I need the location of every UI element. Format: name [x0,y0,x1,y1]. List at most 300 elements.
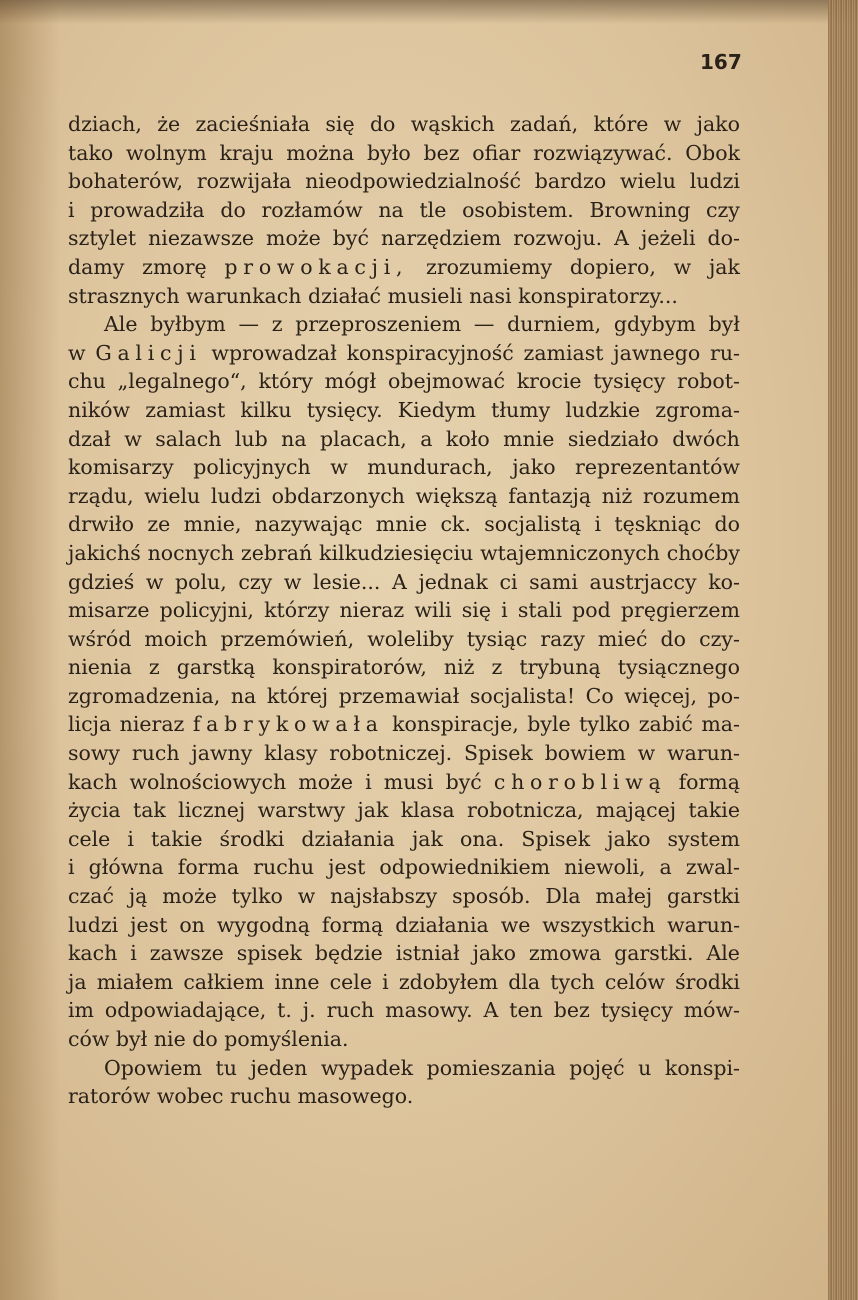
word: zgromadzenia, [68,683,221,708]
word: tęskniąc [614,512,702,537]
word: obdarzonych [271,483,405,508]
word: wielu [144,483,201,508]
word: do [714,512,740,537]
word: życia [68,798,121,823]
word: się [325,112,355,136]
word: miałem [96,969,174,994]
word: ludzkie [565,397,641,422]
word: tysiącznego [617,655,740,680]
word: sowy [68,741,120,766]
text-line [68,710,740,739]
word: odpowiadające, [104,998,267,1023]
word: i [365,769,372,794]
word: całkiem [183,969,265,994]
word: Spisek [521,826,591,851]
word: sami [529,569,578,594]
word: rozumem [642,483,740,508]
word: u [638,1055,652,1080]
word: większą [415,483,498,508]
word: Dla [545,884,581,909]
word: w [68,340,86,365]
word: wypadek [320,1055,414,1080]
word: być [332,226,369,251]
word: kilku [240,397,292,422]
word: ona. [459,826,505,851]
word: się [461,598,491,623]
word: byle [527,712,571,737]
word: wtajemniczonych [480,540,660,565]
text-line [68,1082,740,1111]
word: t. [277,998,292,1023]
word: tako [68,140,114,165]
word: licja [68,712,112,737]
word: — [473,312,495,337]
word: w [283,569,302,594]
word: rozwijała [196,169,292,194]
word: i [127,826,134,851]
word: warun- [667,741,740,766]
text-line [68,339,740,368]
text-line [68,482,740,511]
word: forma [177,855,240,880]
word: może [162,884,217,909]
word: odpowiednikiem [379,855,551,880]
word: cele [68,826,111,851]
page-number: 167 [700,50,742,74]
word: choćby [666,540,740,565]
word: dwóch [672,426,740,451]
word: czy- [699,626,740,651]
word: w [124,426,142,451]
word: Spisek [464,741,533,766]
word: mógł [324,369,377,394]
word: jawnego [613,340,701,365]
word: mundurach, [367,455,493,480]
word: zadań, [510,112,579,136]
word: masowy. [385,998,473,1023]
word: stali [517,598,562,623]
word: dziach, [68,112,142,136]
word: prowadziła [90,197,205,222]
word: w [145,569,164,594]
word: nieodpowiedzialność [305,169,521,194]
word: i [68,197,75,222]
word: narzędziem [380,226,502,251]
word: ja [68,969,87,994]
word: na [230,683,257,708]
text-line [68,568,740,597]
word: „legalnego“, [117,369,247,394]
word: konspiracje, [392,712,519,737]
word: mającej [595,798,677,823]
word: może [298,769,353,794]
word: klasy [264,741,318,766]
word: czać [68,884,114,909]
word: i [382,969,389,994]
word: wąskich [410,112,495,136]
word: koło [445,426,490,451]
word: tak [132,798,166,823]
word: z [271,312,283,337]
word: byłbym [150,312,226,337]
text-line [68,596,740,625]
word: zgroma- [655,397,740,422]
word: rozwoju. [513,226,603,251]
word: jako [472,941,516,966]
text-line [68,768,740,797]
word: musieli [387,283,463,308]
word: warstwy [257,798,346,823]
word: jako [512,455,556,480]
word: zrozumiemy [426,254,553,279]
word: środki [219,826,285,851]
word: zacieśniała [195,112,311,136]
text-line [68,310,740,339]
word: działać [307,283,382,308]
word: rozłamów [261,197,363,222]
word: reprezentantów [575,455,740,480]
word: w [330,455,348,480]
word: wolnym [126,140,207,165]
word: po- [707,683,740,708]
text-line [68,968,740,997]
word: ofiar [472,140,521,165]
word: nazywając [254,512,363,537]
word: A [614,226,629,251]
word: ników [68,397,131,422]
word: austrjaccy [589,569,697,594]
word: i [501,598,508,623]
text-line [68,911,740,940]
word: jakichś [68,540,141,565]
text-line [68,939,740,968]
word: masowego. [297,1084,414,1109]
word: rządu, [68,483,134,508]
word: Opowiem [104,1055,202,1080]
word: być [445,769,482,794]
word: warunkach [186,283,302,308]
word: w [663,112,682,136]
word: zmorę [142,254,207,279]
word: bez [423,140,460,165]
word: kilkudziesięciu [319,540,474,565]
top-edge-shadow [0,0,858,24]
word: był [115,1027,148,1051]
word: fantazją [508,483,592,508]
word: rozwiązywać. [533,140,673,165]
text-line [68,396,740,425]
text-line [68,367,740,396]
text-line [68,167,740,196]
word: spisek [236,941,302,966]
word: sztylet [68,226,137,251]
word: ją [128,884,148,909]
word: wolnościowych [129,769,287,794]
word: mnie [375,512,428,537]
word: ruchu [230,1084,291,1109]
text-line [68,739,740,768]
word: tu [215,1055,237,1080]
word: niewoli, [564,855,646,880]
text-line [68,825,740,854]
word: ruch [131,741,180,766]
word: zamiast [523,340,604,365]
word: mów- [683,998,740,1023]
word: jednak [418,569,488,594]
word: jako [696,112,740,136]
word: tylko [579,712,631,737]
word: konspiracyjność [346,340,514,365]
word: tych [550,969,595,994]
word: socjalistą [484,512,582,537]
word: ców [68,1027,110,1051]
text-line [68,1025,740,1054]
word: i [68,855,75,880]
word: którzy [264,598,330,623]
word: najsłabszy [330,884,438,909]
word: bez [553,998,590,1023]
word: wobec [156,1084,224,1109]
word: j. [302,998,316,1023]
word: drwiło [68,512,135,537]
word: który [258,369,313,394]
word: z [491,655,503,680]
word: ze [147,512,171,537]
word: zabić [638,712,693,737]
word: damy [68,254,125,279]
spaced-emphasis-word: Galicji [95,340,202,365]
body-text [68,110,740,1111]
word: nie [153,1027,186,1051]
word: wprowadzał [211,340,337,365]
text-line [68,625,740,654]
text-line [68,253,740,282]
word: ten [509,998,543,1023]
word: konspi- [664,1055,740,1080]
word: zamiast [145,397,226,422]
word: ko- [708,569,740,594]
word: zebrań [240,540,313,565]
word: garstki. [614,941,694,966]
word: robot- [677,369,740,394]
word: obejmować [387,369,505,394]
word: zdobyłem [398,969,499,994]
word: formą [678,769,740,794]
word: niż [601,483,633,508]
word: ratorów [68,1084,151,1109]
word: Co [585,683,614,708]
page-edges [828,0,858,1300]
word: misarze [68,598,150,623]
word: jako [607,826,651,851]
word: był [708,312,740,337]
word: konspiratorów, [272,655,427,680]
spaced-emphasis-word: fabrykowała [192,712,384,737]
word: dzał [68,426,111,451]
word: wygodną [216,912,310,937]
word: zwal- [685,855,740,880]
word: dopiero, [569,254,656,279]
word: mieć [597,626,648,651]
word: z [148,655,160,680]
word: pod [572,598,611,623]
word: — [238,312,259,337]
word: do- [707,226,740,251]
text-line [68,996,740,1025]
text-line [68,882,740,911]
word: licznej [178,798,246,823]
word: ci [499,569,518,594]
word: dla [508,969,541,994]
word: której [266,683,329,708]
word: celów [604,969,665,994]
word: warun- [667,912,740,937]
word: na [281,426,307,451]
word: we [500,912,531,937]
word: jawny [191,741,253,766]
word: nieraz [339,598,405,623]
word: jeżeli [640,226,696,251]
word: tysięcy [593,369,666,394]
word: takie [688,798,740,823]
text-line [68,196,740,225]
word: mnie, [183,512,242,537]
text-line [68,224,740,253]
word: nieraz [119,712,185,737]
word: ludzi [210,483,262,508]
word: ma- [701,712,740,737]
word: więcej, [624,683,698,708]
word: cele [329,969,372,994]
word: tysięcy [600,998,673,1023]
text-line [68,653,740,682]
word: może [266,226,321,251]
word: zmowa [528,941,602,966]
word: wili [414,598,452,623]
word: salach [155,426,222,451]
word: razy [540,626,585,651]
text-line [68,110,740,139]
word: bohaterów, [68,169,184,194]
word: bowiem [544,741,626,766]
word: chu [68,369,106,394]
word: nasi [469,283,512,308]
word: tysięcy. [306,397,383,422]
word: kach [68,941,118,966]
word: Ale [104,312,138,337]
word: jest [328,855,366,880]
word: trybuną [519,655,601,680]
word: w [297,884,316,909]
word: w [637,741,656,766]
word: pręgierzem [620,598,740,623]
text-line [68,682,740,711]
word: osobistem. [462,197,574,222]
word: przeproszeniem [295,312,462,337]
word: nocnych [147,540,235,565]
word: tysiąc [466,626,528,651]
text-line [68,853,740,882]
word: ludzi [689,169,740,194]
word: tylko [231,884,283,909]
word: na [378,197,404,222]
word: komisarzy [68,455,174,480]
word: on [179,912,205,937]
text-line [68,510,740,539]
word: przemawiał [338,683,460,708]
word: działania [395,912,489,937]
word: kach [68,769,118,794]
word: ruchu [253,855,315,880]
word: jak [411,826,443,851]
word: będzie [314,941,383,966]
word: system [667,826,740,851]
word: ru- [710,340,740,365]
word: musi [383,769,434,794]
word: ruch [326,998,375,1023]
word: wśród [68,626,132,651]
word: sposób. [452,884,531,909]
word: jak [357,798,389,823]
word: placach, [320,426,407,451]
spaced-emphasis-word: prowokacji, [224,254,409,279]
word: im [68,998,94,1023]
word: A [483,998,499,1023]
word: do [660,626,687,651]
word: durniem, [507,312,602,337]
word: było [367,140,411,165]
word: gdybym [613,312,696,337]
word: zawsze [149,941,224,966]
word: pomyślenia. [224,1027,349,1051]
text-line [68,539,740,568]
text-line [68,1054,740,1083]
word: mnie [503,426,555,451]
word: klasa [400,798,455,823]
word: socjalista! [469,683,576,708]
word: gdzieś [68,569,135,594]
word: garstką [176,655,256,680]
text-line [68,139,740,168]
word: tłumy [491,397,551,422]
word: małej [595,884,653,909]
word: środki [675,969,740,994]
spaced-emphasis-word: chorobliwą [493,769,667,794]
word: Browning [589,197,691,222]
word: niezawsze [148,226,255,251]
word: wielu [619,169,676,194]
word: w [673,254,692,279]
word: wszystkich [542,912,656,937]
word: tle [419,197,447,222]
word: formą [321,912,384,937]
word: które [593,112,649,136]
word: jest [130,912,168,937]
text-line [68,453,740,482]
word: nienia [68,655,132,680]
word: takie [150,826,203,851]
word: bardzo [534,169,607,194]
word: czy [706,197,740,222]
word: a [420,426,433,451]
word: lesie... [312,569,381,594]
text-line [68,425,740,454]
word: policyjni, [159,598,254,623]
word: policyjnych [193,455,311,480]
word: jeden [250,1055,308,1080]
word: czy [238,569,273,594]
word: pojęć [569,1055,625,1080]
